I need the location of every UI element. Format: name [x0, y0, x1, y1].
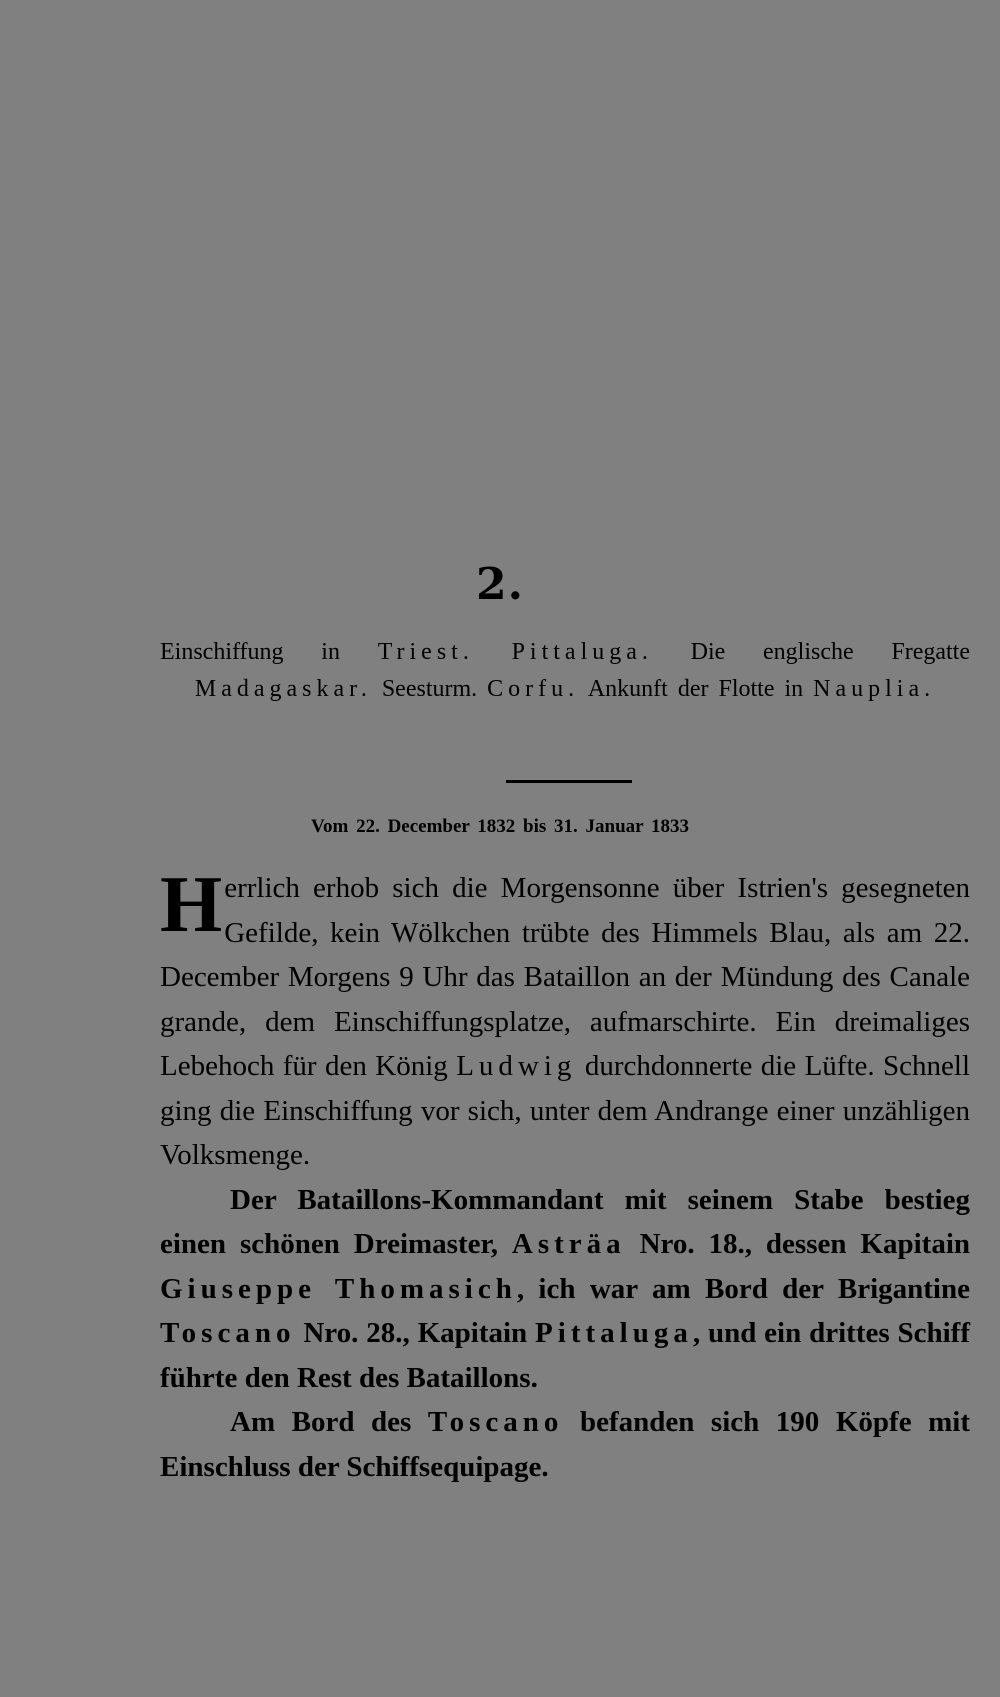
- summary-text: Einschiffung in: [160, 639, 340, 665]
- summary-text: Seesturm.: [381, 676, 478, 702]
- summary-place-triest: Triest.: [377, 639, 474, 665]
- ship-name-astraea: Asträa: [511, 1228, 626, 1260]
- person-name-ludwig: Ludwig: [456, 1050, 577, 1082]
- paragraph-text: Nro. 18., dessen Kapitain: [639, 1228, 971, 1260]
- chapter-summary: [160, 634, 970, 708]
- ship-name-toscano: Toscano: [427, 1406, 564, 1438]
- summary-text: Die englische Fregatte: [690, 639, 971, 665]
- chapter-number: 2.: [476, 559, 524, 610]
- paragraph-text: , ich war am Bord der Brigantine: [516, 1272, 970, 1305]
- paragraph-1: [160, 861, 971, 1178]
- body-text: [160, 861, 971, 1489]
- paragraph-text: Am Bord des: [230, 1406, 412, 1438]
- paragraph-text: befanden sich 190 Köpfe mit Einschluss der Schiffsequipage.: [160, 1406, 971, 1483]
- paragraph-text: Nro. 28., Kapitain: [303, 1317, 528, 1349]
- drop-cap: H: [160, 861, 223, 949]
- summary-ship-madagaskar: Madagaskar.: [194, 676, 372, 702]
- captain-name-pittaluga: Pittaluga: [535, 1317, 693, 1349]
- paragraph-text: durchdonnerte die Lüfte. Schnell ging die Einschiffung vor sich, unter dem Andrange einer unzähligen Volksmenge.: [160, 1050, 971, 1171]
- summary-place-nauplia: Nauplia.: [813, 676, 936, 702]
- section-divider: [506, 780, 632, 783]
- summary-person-pittaluga: Pittaluga.: [511, 639, 653, 665]
- summary-place-corfu: Corfu.: [487, 676, 580, 702]
- date-range: Vom 22. December 1832 bis 31. Januar 1833: [311, 816, 689, 837]
- paragraph-2: [160, 1178, 970, 1401]
- captain-name-thomasich: Giuseppe Thomasich: [160, 1272, 517, 1305]
- ship-name-toscano: Toscano: [160, 1317, 296, 1349]
- paragraph-3: [160, 1400, 970, 1489]
- paragraph-text: , und ein drittes Schiff führte den Rest des Bataillons.: [160, 1317, 970, 1394]
- paragraph-text: Der Bataillons-Kommandant mit seinem Stabe bestieg einen schönen Dreimaster,: [160, 1183, 970, 1260]
- paragraph-text: errlich erhob sich die Morgensonne über Istrien's gesegneten Gefilde, kein Wölkchen trübte des Himmels Blau, als am 22. December Morgens 9 Uhr das Bataillon an der Mündung des Canale grande, dem Einschiffungsplatze, aufmarschirte. Ein dreimaliges Lebehoch für den König: [160, 872, 970, 1082]
- summary-text: Ankunft der Flotte in: [587, 676, 804, 702]
